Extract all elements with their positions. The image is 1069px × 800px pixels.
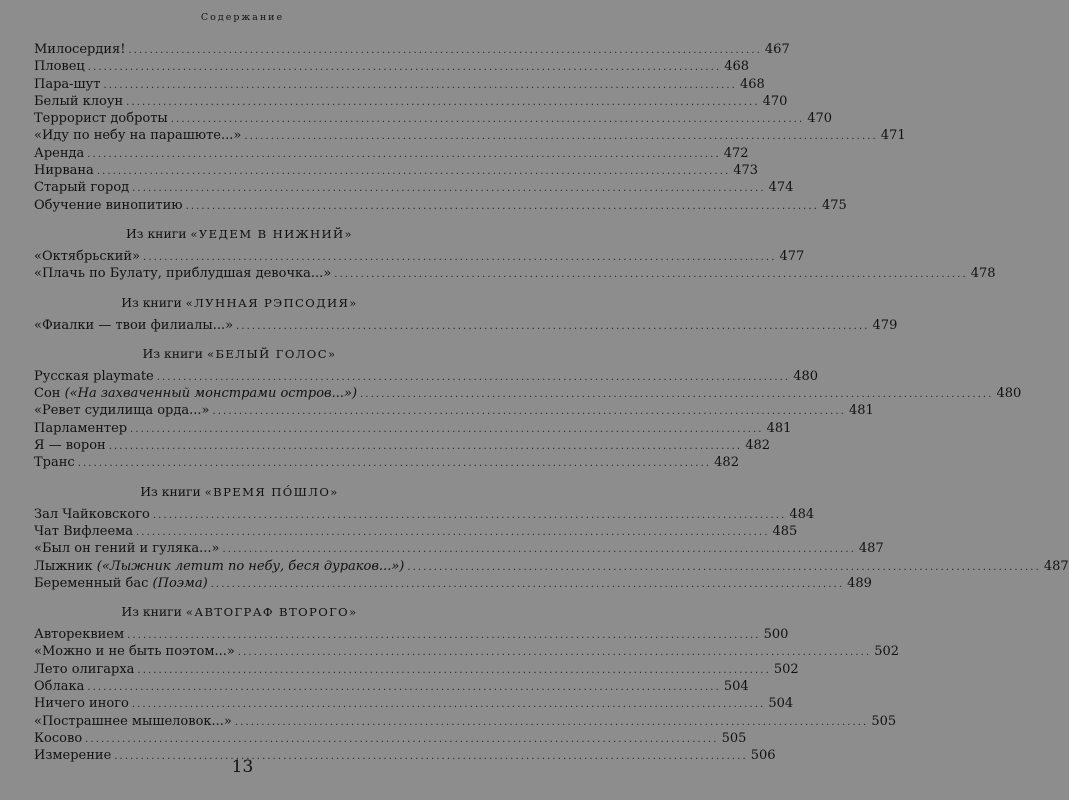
entry-title-text: Лето олигарха [34, 661, 135, 677]
section-heading [34, 480, 445, 504]
toc-entry [34, 110, 833, 127]
entry-page-number: 480 [996, 386, 1022, 402]
toc-entry [34, 265, 996, 282]
section-prefix: Из книги [140, 483, 205, 499]
dot-leader: ........................................................................................................................ [156, 371, 791, 383]
entry-page-number: 482 [714, 455, 739, 471]
entry-title-text: «Плачь по Булату, приблудшая девочка...» [34, 266, 332, 282]
section-title: «АВТОГРАФ ВТОРОГО» [185, 605, 358, 620]
entry-title-text: «Фиалки — твои филиалы...» [34, 317, 234, 333]
entry-page-number: 487 [858, 541, 884, 557]
dot-leader: ........................................................................................................................ [212, 406, 846, 418]
dot-leader: ........................................................................................................................ [108, 441, 743, 453]
dot-leader: ........................................................................................................................ [236, 320, 870, 332]
dot-leader: ........................................................................................................................ [132, 183, 766, 195]
entry-title [34, 437, 106, 454]
dot-leader: ........................................................................................................................ [244, 131, 878, 143]
toc-entry [34, 145, 749, 162]
dot-leader: ........................................................................................................................ [360, 389, 994, 401]
entry-title-text: Парламентер [34, 420, 128, 436]
entry-subtitle: («Лыжник летит по небу, беся дураков...») [96, 558, 405, 574]
entry-title-text: Аренда [34, 145, 85, 161]
entry-title [34, 127, 241, 144]
dot-leader: ........................................................................................................................ [85, 733, 719, 745]
dot-leader: ........................................................................................................................ [237, 647, 872, 659]
entry-title [34, 643, 235, 660]
section-heading [34, 342, 445, 366]
entry-title [34, 41, 125, 58]
entry-title [34, 197, 183, 214]
entry-page-number: 482 [745, 438, 771, 454]
dot-leader: ........................................................................................................................ [136, 526, 770, 538]
entry-title [34, 265, 331, 282]
entry-title [34, 661, 134, 678]
toc-entry [34, 248, 805, 265]
entry-page-number: 481 [766, 420, 792, 436]
toc-entry [34, 41, 790, 58]
entry-title-text: Ничего иного [34, 696, 129, 712]
entry-title [34, 179, 129, 196]
toc-entry [34, 678, 749, 695]
entry-title-text: Обучение винопитию [34, 197, 183, 213]
entry-title-text: Транс [34, 455, 75, 471]
toc-entry [34, 76, 765, 93]
entry-page-number: 478 [970, 266, 996, 282]
toc-entry [34, 420, 792, 437]
section-title: «ЛУННАЯ РЭПСОДИЯ» [185, 295, 358, 310]
entry-page-number: 504 [768, 696, 794, 712]
dot-leader: ........................................................................................................................ [143, 251, 777, 263]
toc-entry [34, 643, 900, 660]
entry-title [34, 162, 94, 179]
entry-page-number: 475 [822, 197, 847, 213]
entry-title [34, 145, 84, 162]
entry-title [34, 58, 85, 75]
dot-leader: ........................................................................................................................ [126, 96, 760, 108]
toc-entry [34, 93, 788, 110]
entry-page-number: 505 [871, 713, 897, 729]
entry-title-text: Беременный бас [34, 575, 153, 591]
dot-leader: ........................................................................................................................ [127, 630, 761, 642]
entry-page-number: 506 [750, 748, 776, 764]
toc-entry [34, 402, 874, 419]
section-prefix: Из книги [121, 294, 186, 310]
entry-page-number: 487 [1043, 558, 1069, 574]
dot-leader: ........................................................................................................................ [87, 148, 721, 160]
entry-title [34, 540, 219, 557]
entry-title-text: Сон [34, 386, 65, 402]
section-title: «ВРЕМЯ ПО́ШЛО» [204, 484, 339, 499]
toc-entry [34, 575, 872, 592]
dot-leader: ........................................................................................................................ [87, 62, 722, 74]
running-header: Содержание [200, 12, 285, 23]
toc-entry [34, 730, 747, 747]
entry-page-number: 505 [721, 730, 747, 746]
entry-title [34, 695, 129, 712]
toc-entry [34, 540, 884, 557]
toc-entry [34, 695, 794, 712]
toc-entry [34, 385, 1022, 402]
section-title: «БЕЛЫЙ ГОЛОС» [206, 346, 337, 361]
section-prefix: Из книги [121, 604, 186, 620]
section-heading [34, 222, 445, 246]
dot-leader: ........................................................................................................................ [234, 716, 869, 728]
toc-entry [34, 179, 794, 196]
dot-leader: ........................................................................................................................ [222, 544, 856, 556]
entry-title [34, 626, 124, 643]
entry-title [34, 110, 168, 127]
dot-leader: ........................................................................................................................ [77, 458, 712, 470]
toc-entry [34, 661, 799, 678]
dot-leader: ........................................................................................................................ [170, 114, 805, 126]
entry-title-text: Измерение [34, 748, 112, 764]
entry-page-number: 484 [789, 506, 815, 522]
entry-title [34, 678, 84, 695]
entry-title-text: «Октябрьский» [34, 248, 141, 264]
entry-title-text: Террорист доброты [34, 111, 168, 127]
dot-leader: ........................................................................................................................ [114, 751, 748, 763]
dot-leader: ........................................................................................................................ [103, 79, 737, 91]
entry-page-number: 472 [723, 145, 749, 161]
toc-entry [34, 127, 906, 144]
entry-subtitle: (Поэма) [152, 575, 208, 591]
entry-title [34, 713, 232, 730]
entry-title-text: Пара-шут [34, 76, 101, 92]
entry-title [34, 402, 209, 419]
entry-title-text: Русская playmate [34, 368, 154, 384]
section-title: «УЕДЕМ В НИЖНИЙ» [190, 226, 354, 241]
entry-page-number: 477 [779, 248, 805, 264]
entry-page-number: 470 [807, 111, 833, 127]
entry-title [34, 368, 154, 385]
table-of-contents [34, 41, 1069, 765]
dot-leader: ........................................................................................................................ [210, 578, 845, 590]
section-prefix: Из книги [125, 225, 191, 241]
entry-title-text: «Ревет судилища орда...» [34, 403, 210, 419]
dot-leader: ........................................................................................................................ [96, 166, 731, 178]
entry-page-number: 504 [723, 679, 749, 695]
entry-page-number: 468 [739, 76, 765, 92]
entry-title-text: Лыжник [34, 558, 97, 574]
entry-page-number: 470 [762, 93, 788, 109]
dot-leader: ........................................................................................................................ [137, 664, 771, 676]
entry-title [34, 76, 100, 93]
entry-title-text: Зал Чайковского [34, 506, 150, 522]
entry-title [34, 506, 150, 523]
dot-leader: ........................................................................................................................ [152, 509, 787, 521]
entry-page-number: 480 [793, 368, 819, 384]
toc-entry [34, 58, 750, 75]
toc-entry [34, 437, 771, 454]
dot-leader: ........................................................................................................................ [130, 423, 764, 435]
toc-entry [34, 713, 897, 730]
toc-entry [34, 523, 798, 540]
toc-entry [34, 626, 789, 643]
entry-title-text: Нирвана [34, 163, 94, 179]
entry-title-text: «Пострашнее мышеловок...» [34, 713, 232, 729]
toc-entry [34, 197, 847, 214]
dot-leader: ........................................................................................................................ [185, 200, 820, 212]
entry-page-number: 502 [874, 644, 900, 660]
entry-page-number: 502 [773, 661, 799, 677]
entry-title [34, 317, 233, 334]
entry-page-number: 500 [763, 627, 789, 643]
entry-title-text: Автореквием [34, 627, 125, 643]
toc-entry [34, 162, 759, 179]
dot-leader: ........................................................................................................................ [128, 45, 762, 56]
entry-title-text: Милосердия! [34, 42, 126, 57]
toc-entry [34, 558, 1069, 575]
section-heading [34, 291, 445, 315]
entry-title-text: «Был он гений и гуляка...» [34, 541, 220, 557]
dot-leader: ........................................................................................................................ [407, 561, 1041, 573]
entry-title [34, 93, 123, 110]
entry-title-text: «Иду по небу на парашюте...» [34, 128, 242, 144]
entry-title [34, 248, 140, 265]
entry-page-number: 474 [768, 180, 794, 196]
entry-title-text: Чат Вифлеема [34, 523, 134, 539]
entry-page-number: 473 [733, 163, 759, 179]
dot-leader: ........................................................................................................................ [87, 682, 721, 694]
entry-title-text: Косово [34, 730, 83, 746]
entry-title-text: Я — ворон [34, 438, 106, 454]
entry-page-number: 471 [880, 128, 906, 144]
entry-title [34, 385, 357, 402]
entry-title-text: Пловец [34, 59, 85, 75]
entry-title [34, 558, 404, 575]
entry-title [34, 420, 127, 437]
toc-entry [34, 454, 739, 471]
entry-page-number: 468 [724, 59, 750, 75]
entry-page-number: 485 [772, 523, 798, 539]
entry-title-text: Старый город [34, 180, 130, 196]
toc-entry [34, 317, 898, 334]
entry-title [34, 454, 75, 471]
entry-title [34, 575, 208, 592]
toc-entry [34, 506, 815, 523]
entry-title-text: «Можно и не быть поэтом...» [34, 644, 235, 660]
entry-title-text: Облака [34, 679, 85, 695]
entry-title [34, 523, 133, 540]
page-number: 13 [231, 757, 254, 777]
section-heading [34, 600, 445, 624]
entry-page-number: 479 [872, 317, 898, 333]
entry-title [34, 730, 82, 747]
entry-subtitle: («На захваченный монстрами остров...») [64, 386, 358, 402]
entry-page-number: 467 [764, 42, 790, 57]
dot-leader: ........................................................................................................................ [131, 699, 766, 711]
entry-page-number: 481 [848, 403, 874, 419]
entry-page-number: 489 [847, 575, 872, 591]
entry-title-text: Белый клоун [34, 93, 124, 109]
toc-entry [34, 368, 819, 385]
section-prefix: Из книги [142, 345, 207, 361]
dot-leader: ........................................................................................................................ [334, 269, 968, 281]
